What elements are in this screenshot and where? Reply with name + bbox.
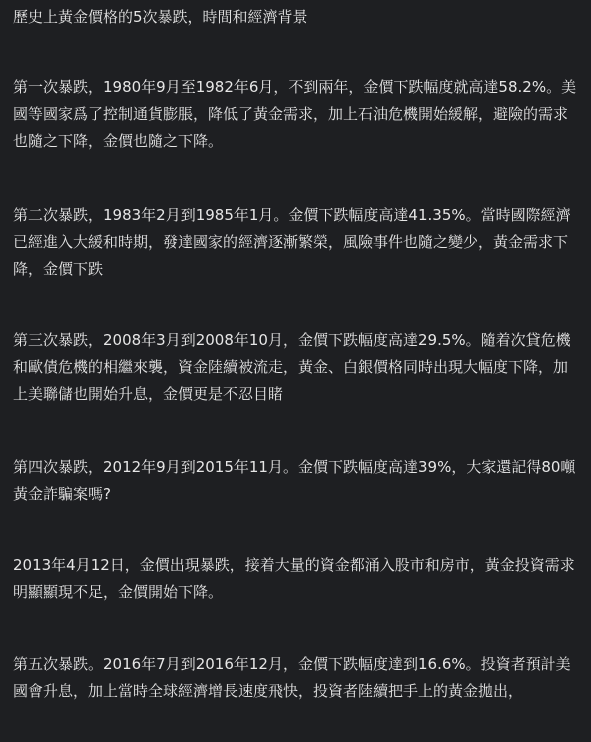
- paragraph-third-crash: 第三次暴跌，2008年3月到2008年10月，金價下跌幅度高達29.5%。隨着次貸危機和歐債危機的相繼來襲，資金陸續被流走，黃金、白銀價格同時出現大幅度下降，加上美聯儲也開始升息，金價更是不忍目睹: [13, 331, 571, 403]
- paragraph-fifth-crash: 第五次暴跌。2016年7月到2016年12月，金價下跌幅度達到16.6%。投資者預計美國會升息，加上當時全球經濟增長速度飛快，投資者陸續把手上的黃金拋出，: [13, 655, 571, 700]
- paragraph-2013-crash: 2013年4月12日，金價出現暴跌，接着大量的資金都涌入股市和房市，黃金投資需求明顯顯現不足，金價開始下降。: [13, 556, 575, 601]
- document-title: 歷史上黃金價格的5次暴跌，時間和經濟背景: [13, 8, 308, 26]
- paragraph-first-crash: 第一次暴跌，1980年9月至1982年6月，不到兩年，金價下跌幅度就高達58.2%。美國等國家爲了控制通貨膨脹，降低了黃金需求，加上石油危機開始緩解，避險的需求也隨之下降，金價也隨之下降。: [13, 78, 577, 150]
- paragraph-fourth-crash: 第四次暴跌，2012年9月到2015年11月。金價下跌幅度高達39%，大家還記得80噸黃金詐騙案嗎?: [13, 458, 576, 503]
- paragraph-second-crash: 第二次暴跌，1983年2月到1985年1月。金價下跌幅度高達41.35%。當時國際經濟已經進入大緩和時期，發達國家的經濟逐漸繁榮，風險事件也隨之變少，黃金需求下降，金價下跌: [13, 206, 571, 278]
